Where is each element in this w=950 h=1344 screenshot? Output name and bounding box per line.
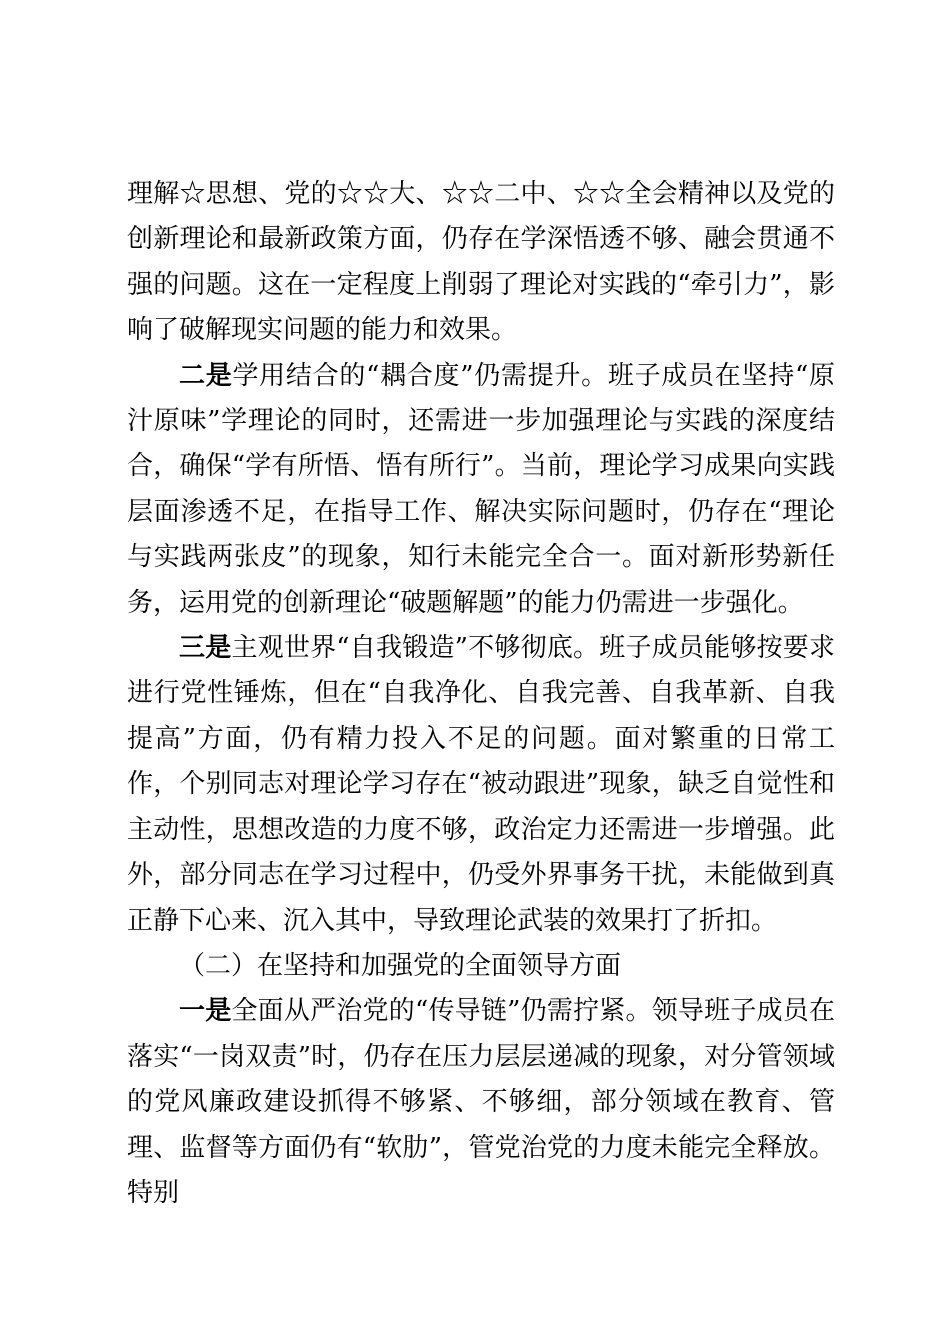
paragraph-continuation <box>127 172 835 354</box>
paragraph-text: 主观世界“自我锻造”不够彻底。班子成员能够按要求进行党性锤炼，但在“自我净化、自我完善、自我革新、自我提高”方面，仍有精力投入不足的问题。面对繁重的日常工作，个别同志对理论学习存在“被动跟进”现象，缺乏自觉性和主动性，思想改造的力度不够，政治定力还需进一步增强。此外，部分同志在学习过程中，仍受外界事务干扰，未能做到真正静下心来、沉入其中，导致理论武装的效果打了折扣。 <box>127 633 835 936</box>
paragraph-lead: 二是 <box>179 360 233 391</box>
paragraph-point-two <box>127 354 835 626</box>
paragraph-point-one <box>127 989 835 1216</box>
paragraph-point-three <box>127 626 835 944</box>
section-heading: （二）在坚持和加强党的全面领导方面 <box>179 950 622 981</box>
document-body <box>127 172 835 1216</box>
paragraph-lead: 一是 <box>179 996 232 1027</box>
paragraph-text: 学用结合的“耦合度”仍需提升。班子成员在坚持“原汁原味”学理论的同时，还需进一步加强理论与实践的深度结合，确保“学有所悟、悟有所行”。当前，理论学习成果向实践层面渗透不足，在指导工作、解决实际问题时，仍存在“理论与实践两张皮”的现象，知行未能完全合一。面对新形势新任务，运用党的创新理论“破题解题”的能力仍需进一步强化。 <box>127 360 835 618</box>
paragraph-lead: 三是 <box>179 633 232 664</box>
paragraph-text: 理解☆思想、党的☆☆大、☆☆二中、☆☆全会精神以及党的创新理论和最新政策方面，仍存在学深悟透不够、融会贯通不强的问题。这在一定程度上削弱了理论对实践的“牵引力”，影响了破解现实问题的能力和效果。 <box>127 179 835 346</box>
paragraph-text: 全面从严治党的“传导链”仍需拧紧。领导班子成员在落实“一岗双责”时，仍存在压力层层递减的现象，对分管领域的党风廉政建设抓得不够紧、不够细，部分领域在教育、管理、监督等方面仍有“软肋”，管党治党的力度未能完全释放。特别 <box>127 996 835 1208</box>
